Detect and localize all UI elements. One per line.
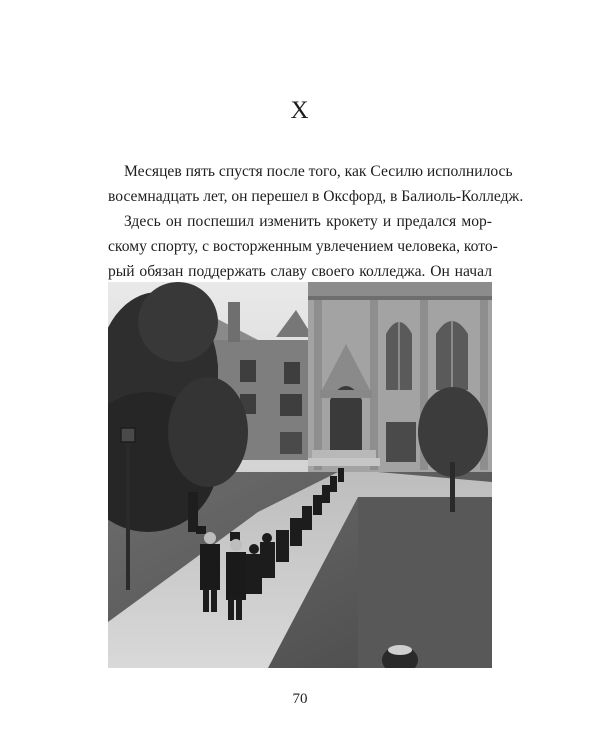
page-number: 70 bbox=[292, 691, 308, 707]
text-line: скому спорту, с восторженным увлечением человека, кото- bbox=[108, 238, 498, 255]
college-procession-photo bbox=[108, 282, 492, 668]
body-text bbox=[108, 159, 524, 284]
text-line: рый обязан поддержать славу своего колледжа. Он начал bbox=[108, 263, 492, 280]
text-line: Месяцев пять спустя после того, как Сесилю исполнилось bbox=[124, 163, 513, 180]
chapter-heading: X bbox=[290, 97, 310, 124]
text-line: восемнадцать лет, он перешел в Оксфорд, в Балиоль-Колледж. bbox=[108, 188, 524, 205]
text-line: Здесь он поспешил изменить крокету и предался мор- bbox=[124, 213, 492, 230]
